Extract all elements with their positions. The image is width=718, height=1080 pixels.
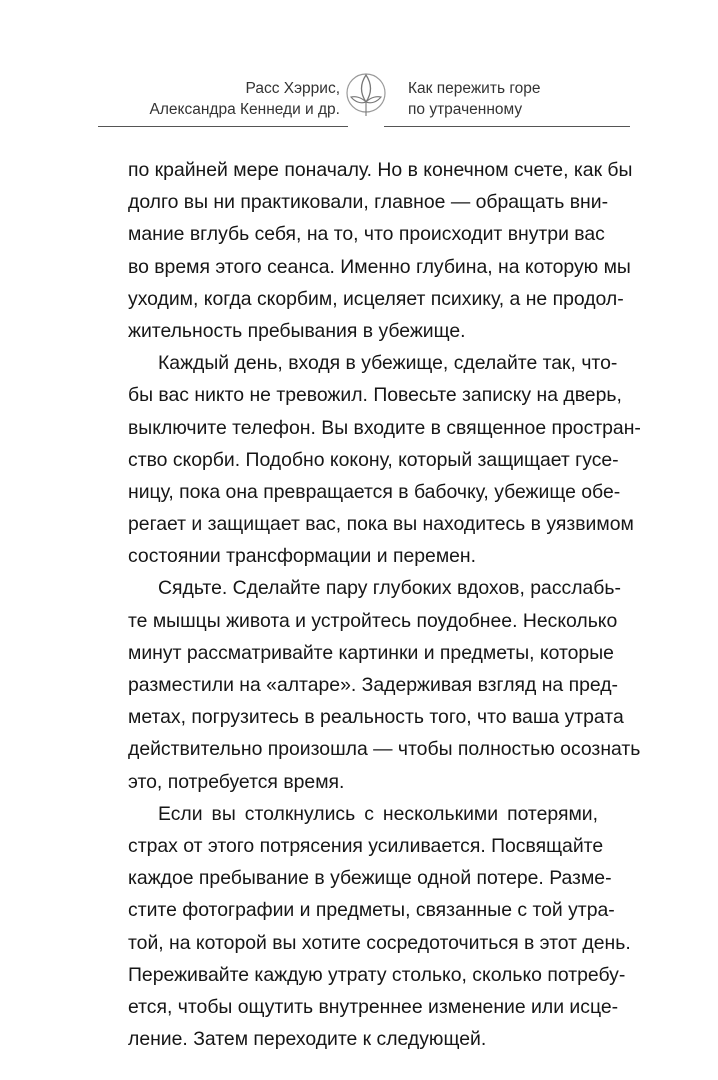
text-line: метах, погрузитесь в реальность того, что ваша утрата <box>128 706 624 729</box>
text-line: по крайней мере поначалу. Но в конечном счете, как бы <box>128 159 633 181</box>
title-line: по утраченному <box>408 101 523 118</box>
text-line: это, потребуется время. <box>128 770 345 793</box>
paragraph <box>128 347 641 572</box>
text-line: регает и защищает вас, пока вы находитесь в уязвимом <box>128 513 634 536</box>
text-line: той, на которой вы хотите сосредоточиться в этот день. <box>128 931 631 954</box>
paragraph <box>128 798 631 1056</box>
text-line: те мышцы живота и устройтесь поудобнее. Несколько <box>128 609 618 632</box>
text-line: каждое пребывание в убежище одной потере. Разме- <box>128 867 612 890</box>
text-line: минут рассматривайте картинки и предметы, которые <box>128 641 614 664</box>
title-line: Как пережить горе <box>408 80 541 97</box>
text-line: Сядьте. Сделайте пару глубоких вдохов, расслабь- <box>158 577 621 600</box>
lotus-emblem-icon <box>345 66 387 120</box>
text-line: ницу, пока она превращается в бабочку, убежище обе- <box>128 480 621 503</box>
text-line: бы вас никто не тревожил. Повесьте записку на дверь, <box>128 384 622 407</box>
body-text <box>128 154 641 1055</box>
text-line: разместили на «алтаре». Задерживая взгляд на пред- <box>128 674 619 696</box>
running-header <box>0 60 718 130</box>
author-line: Александра Кеннеди и др. <box>149 101 340 118</box>
text-line: Если вы столкнулись с несколькими потерями, <box>158 802 598 825</box>
text-line: действительно произошла — чтобы полностью осознать <box>128 738 641 761</box>
text-line: во время этого сеанса. Именно глубина, на которую мы <box>128 255 631 278</box>
text-line: Каждый день, входя в убежище, сделайте так, что- <box>158 352 618 375</box>
text-line: жительность пребывания в убежище. <box>128 319 466 342</box>
text-line: Переживайте каждую утрату столько, сколько потребу- <box>128 963 626 986</box>
text-line: выключите телефон. Вы входите в священное простран- <box>128 416 641 439</box>
running-header-author <box>150 78 340 120</box>
text-line: страх от этого потрясения усиливается. Посвящайте <box>128 834 604 857</box>
text-line: ство скорби. Подобно кокону, который защищает гусе- <box>128 448 619 471</box>
paragraph <box>128 572 641 797</box>
running-header-title <box>408 78 541 120</box>
paragraph <box>128 154 633 347</box>
text-line: ется, чтобы ощутить внутреннее изменение или исце- <box>128 995 619 1018</box>
text-line: уходим, когда скорбим, исцеляет психику, а не продол- <box>128 287 624 310</box>
text-line: стите фотографии и предметы, связанные с той утра- <box>128 899 615 922</box>
text-line: мание вглубь себя, на то, что происходит внутри вас <box>128 223 605 246</box>
text-line: состоянии трансформации и перемен. <box>128 545 477 568</box>
header-rule-right <box>384 126 630 127</box>
text-line: ление. Затем переходите к следующей. <box>128 1028 487 1051</box>
author-line: Расс Хэррис, <box>245 80 340 97</box>
header-rule-left <box>98 126 348 127</box>
text-line: долго вы ни практиковали, главное — обращать вни- <box>128 191 609 214</box>
